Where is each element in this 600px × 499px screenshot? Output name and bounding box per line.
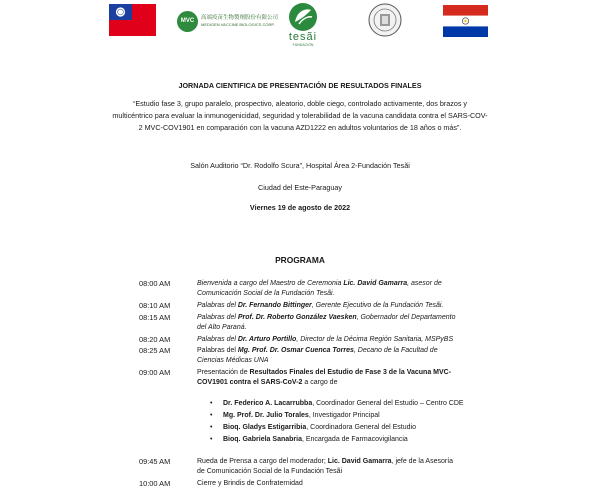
text-run: , Gobernador del Departamento <box>356 314 456 321</box>
tesai-name: tesãi <box>288 31 318 43</box>
presenter-name: Dr. Federico A. Lacarrubba <box>223 400 313 407</box>
presenter-item <box>223 399 464 409</box>
text-run: , asesor de <box>407 280 442 287</box>
text-run: Lic. David Gamarra <box>343 280 408 287</box>
programa-heading: PROGRAMA <box>275 255 325 265</box>
text-run: Mg. Prof. Dr. Osmar Cuenca Torres <box>237 347 354 354</box>
schedule-time: 09:45 AM <box>139 457 171 466</box>
text-run: Palabras del <box>197 314 238 321</box>
text-run: Palabras del <box>197 336 238 343</box>
presenter-role: , Coordinadora General del Estudio <box>306 424 416 431</box>
description-line <box>197 313 497 323</box>
text-run: Palabras del <box>197 302 238 309</box>
presenter-item <box>223 423 416 433</box>
paraguay-flag-icon <box>443 5 488 37</box>
description-line <box>197 289 497 299</box>
text-run: Rueda de Prensa a cargo del moderador; <box>197 458 328 465</box>
text-run: Cierre y Brindis de Confraternidad <box>197 480 303 487</box>
schedule-description <box>197 301 497 311</box>
description-line <box>197 335 497 345</box>
schedule-time: 08:20 AM <box>139 335 171 344</box>
schedule-time: 08:25 AM <box>139 346 171 355</box>
schedule-time: 08:10 AM <box>139 301 171 310</box>
text-run: , Gerente Ejecutivo de la Fundación Tesãi. <box>311 302 444 309</box>
logo-bar <box>0 0 600 50</box>
schedule-description <box>197 479 497 489</box>
description-line <box>197 301 497 311</box>
bullet-dot-icon: • <box>210 424 213 431</box>
text-run: , Director de la Décima Región Sanitaria, MSPyBS <box>296 336 454 343</box>
presenter-name: Bioq. Gladys Estigarribia <box>223 424 307 431</box>
event-date: Viernes 19 de agosto de 2022 <box>249 203 351 212</box>
document-title: JORNADA CIENTIFICA DE PRESENTACIÓN DE RESULTADOS FINALES <box>178 81 422 90</box>
mvc-logo <box>177 10 279 36</box>
description-line <box>197 479 497 489</box>
presenter-role: , Investigador Principal <box>308 412 380 419</box>
text-run: Presentación de <box>197 369 250 376</box>
text-run: Dr. Arturo Portillo <box>237 336 297 343</box>
tesai-leaf-icon <box>283 2 323 32</box>
schedule-time: 08:00 AM <box>139 279 171 288</box>
venue: Salón Auditorio “Dr. Rodolfo Scura”, Hospital Área 2-Fundación Tesãi <box>190 161 410 170</box>
description-line <box>197 467 497 477</box>
text-run: Dr. Fernando Bittinger <box>237 302 312 309</box>
schedule-time: 09:00 AM <box>139 368 171 377</box>
description-line <box>197 346 497 356</box>
presenter-name: Bioq. Gabriela Sanabria <box>223 436 302 443</box>
description-line <box>197 356 497 366</box>
study-description-line-2: multicéntrico para evaluar la inmunogenicidad, seguridad y tolerabilidad de la vacuna candidata contra el SARS-COV- <box>112 111 488 120</box>
presenter-name: Mg. Prof. Dr. Julio Torales <box>223 412 309 419</box>
text-run: Comunicación Social de la Fundación Tesãi. <box>197 289 335 297</box>
schedule-description <box>197 368 497 387</box>
bullet-dot-icon: • <box>210 400 213 407</box>
mvc-chinese-name: 高端疫苗生物製劑股份有限公司 <box>201 15 279 21</box>
text-run: Resultados Finales del Estudio de Fase 3 de la Vacuna MVC- <box>249 369 452 376</box>
description-line <box>197 457 497 467</box>
text-run: Bienvenida a cargo del Maestro de Ceremonia <box>197 280 344 287</box>
schedule-description <box>197 335 497 345</box>
university-seal-icon <box>368 3 402 37</box>
mvc-badge: MVC <box>177 11 198 32</box>
description-line <box>197 378 497 388</box>
schedule-description <box>197 279 497 298</box>
description-line <box>197 323 497 333</box>
presenter-role: , Encargada de Farmacovigilancia <box>301 436 408 443</box>
schedule-description <box>197 457 497 476</box>
presenter-role: , Coordinador General del Estudio – Centro CDE <box>312 400 464 407</box>
schedule-description <box>197 346 497 365</box>
text-run: , Decano de la Facultad de <box>353 347 438 354</box>
text-run: a cargo de <box>302 378 338 386</box>
schedule-time: 08:15 AM <box>139 313 171 322</box>
text-run: de Comunicación Social de la Fundación Tesãi <box>197 467 343 475</box>
presenter-item <box>223 411 380 421</box>
description-line <box>197 368 497 378</box>
text-run: del Alto Paraná. <box>197 323 247 331</box>
bullet-dot-icon: • <box>210 412 213 419</box>
text-run: , jefe de la Asesoría <box>391 458 454 465</box>
description-line <box>197 279 497 289</box>
schedule-description <box>197 313 497 332</box>
bullet-dot-icon: • <box>210 436 213 443</box>
taiwan-flag-icon <box>109 4 156 36</box>
mvc-english-name: MEDIGEN VACCINE BIOLOGICS CORP. <box>201 22 275 27</box>
tesai-subtitle: FUNDACIÓN <box>292 43 314 47</box>
presenter-item <box>223 435 408 445</box>
text-run: Ciencias Médicas UNA <box>197 356 269 364</box>
city: Ciudad del Este-Paraguay <box>258 183 342 192</box>
text-run: COV1901 contra el SARS-CoV-2 <box>197 378 303 386</box>
text-run: Lic. David Gamarra <box>327 458 392 465</box>
text-run: Prof. Dr. Roberto González Vaesken <box>237 314 357 321</box>
text-run: Palabras del <box>197 347 238 354</box>
study-description-line-1: “Estudio fase 3, grupo paralelo, prospectivo, aleatorio, doble ciego, controlado activamente, dos brazos y <box>132 99 467 108</box>
schedule-time: 10:00 AM <box>139 479 171 488</box>
study-description-line-3: 2 MVC-COV1901 en comparación con la vacuna AZD1222 en adultos voluntarios de 18 años o más”. <box>138 123 462 132</box>
tesai-logo <box>283 2 323 48</box>
